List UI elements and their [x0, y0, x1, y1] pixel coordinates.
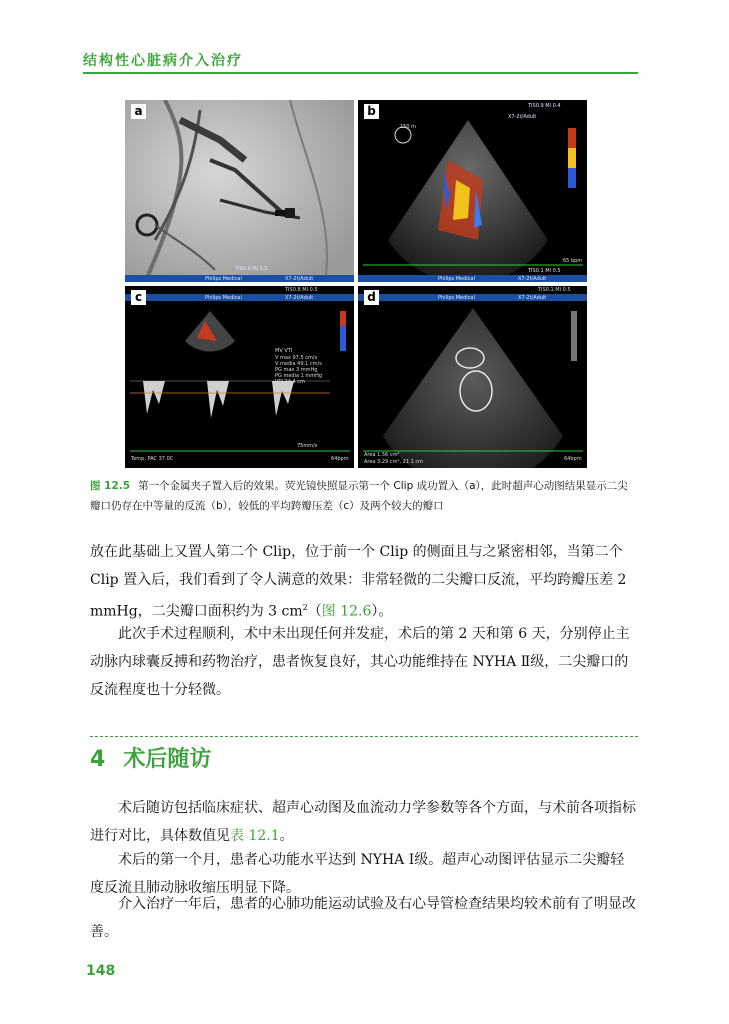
panel-text: X7-2t/Adult	[285, 295, 314, 301]
panel-text: TIS0.8 MI 0.5	[285, 287, 318, 293]
header-rule	[83, 72, 638, 74]
measurement-list	[275, 355, 322, 385]
caption-text: 第一个金属夹子置入后的效果。荧光镜快照显示第一个 Clip 成功置入（a），此时超声心动图结果显示二尖瓣口仍存在中等量的反流（b），较低的平均跨瓣压差（c）及两个较大的瓣口	[90, 480, 628, 512]
paragraph-text: 放在此基础上又置人第二个 Clip，位于前一个 Clip 的侧面且与之紧密相邻，当第二个 Clip 置入后，我们看到了令人满意的效果：非常轻微的二尖瓣口反流，平均跨瓣压差 2 mmHg，二尖瓣口面积约为 3 cm	[90, 544, 627, 620]
section-number: 4	[90, 747, 106, 772]
fluoroscopy-image	[125, 100, 354, 282]
panel-text: Philips Medical	[438, 276, 475, 282]
paragraph-text: 。	[279, 828, 294, 844]
section-heading	[90, 742, 211, 773]
panel-text: Temp. PAC 37.0C	[131, 456, 174, 462]
panel-text: Philips Medical	[205, 295, 242, 301]
panel-text: Philips Medical	[438, 295, 475, 301]
paragraph: 此次手术过程顺利，术中未出现任何并发症，术后的第 2 天和第 6 天，分别停止主动脉内球囊反搏和药物治疗，患者恢复良好，其心功能维持在 NYHA Ⅱ级，二尖瓣口的反流程度也十分轻微。	[90, 626, 630, 698]
panel-text: 64bpm	[331, 456, 349, 462]
panel-c-spectral	[125, 286, 354, 468]
measurement: PG max 3 mmHg	[275, 367, 318, 373]
measurement: V media 49.1 cm/s	[275, 361, 322, 367]
paragraph-text: （	[307, 603, 322, 620]
panel-text: 64bpm	[564, 456, 582, 462]
panel-letter: d	[364, 290, 379, 305]
panel-text: 150 m	[400, 124, 417, 130]
section-divider	[90, 736, 638, 737]
superscript: 2	[302, 603, 308, 612]
panel-text: TIS0.1 MI 0.5	[538, 287, 571, 293]
panel-text: TIS0.9 MI 0.4	[528, 103, 561, 109]
measurement: VTI 24.4 cm	[275, 379, 305, 385]
panel-text: Area 1.56 cm²	[364, 452, 400, 458]
panel-text: X7-2t/Adult	[285, 276, 314, 282]
panel-letter: c	[131, 290, 146, 305]
panel-a-fluoroscopy	[125, 100, 354, 282]
panel-b-doppler	[358, 100, 587, 282]
paragraph-text: ）。	[371, 603, 393, 620]
panel-text: MV VTI	[275, 348, 293, 354]
panel-text: TIS0.9 MI 0.5	[235, 266, 268, 272]
panel-text: X7-2t/Adult	[518, 295, 547, 301]
panel-text: TIS0.1 MI 0.5	[528, 268, 561, 274]
figure-caption	[90, 476, 638, 516]
figure-12-5	[125, 100, 587, 468]
panel-letter: a	[131, 104, 146, 119]
table-reference-link[interactable]: 表 12.1	[230, 828, 280, 844]
echo-doppler-image	[358, 100, 587, 282]
panel-text: Area 3.29 cm², 21.1 cm	[364, 459, 423, 465]
panel-text: Philips Medical	[205, 276, 242, 282]
panel-text: X7-2t/Adult	[508, 114, 537, 120]
figure-label: 图 12.5	[90, 480, 131, 492]
paragraph-text: 术后随访包括临床症状、超声心动图及血流动力学参数等各个方面，与术前各项指标进行对比，具体数值见	[90, 800, 636, 844]
panel-text: X7-2t/Adult	[518, 276, 547, 282]
page-number: 148	[86, 963, 116, 979]
echo-2d-image	[358, 286, 587, 468]
running-header: 结构性心脏病介入治疗	[83, 53, 243, 69]
measurement: V max 97.5 cm/s	[275, 355, 318, 361]
panel-d-echo	[358, 286, 587, 468]
section-title: 术后随访	[123, 747, 212, 772]
panel-letter: b	[364, 104, 379, 119]
panel-text: 65 bpm	[563, 258, 583, 264]
paragraph: 术后的第一个月，患者心功能水平达到 NYHA Ⅰ级。超声心动图评估显示二尖瓣轻度反流且肺动脉收缩压明显下降。	[90, 852, 625, 896]
figure-reference-link[interactable]: 图 12.6	[321, 603, 372, 620]
panel-text: 75mm/s	[297, 443, 318, 449]
measurement: PG media 1 mmHg	[275, 373, 323, 379]
paragraph	[90, 538, 638, 626]
paragraph: 介入治疗一年后，患者的心肺功能运动试验及右心导管检查结果均较术前有了明显改善。	[90, 896, 636, 940]
paragraph	[90, 794, 638, 850]
